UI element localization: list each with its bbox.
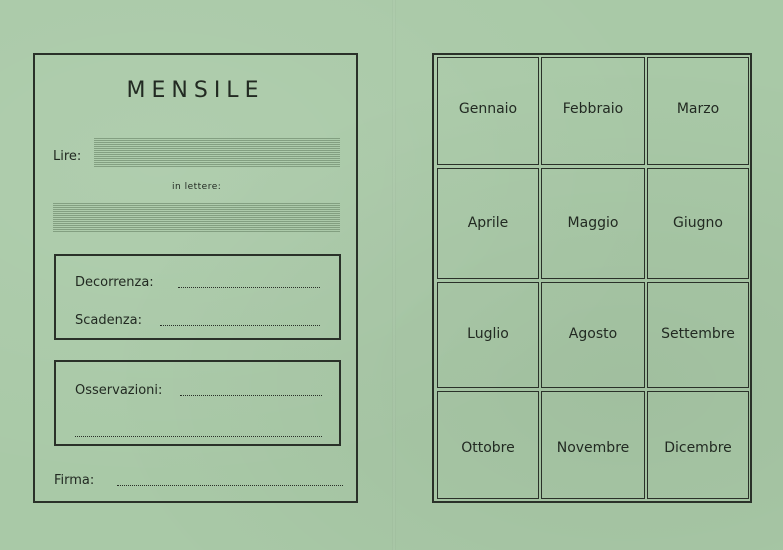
lire-label: Lire: [53,149,82,164]
firma-field[interactable] [117,484,343,486]
month-label: Giugno [673,215,723,231]
month-label: Marzo [676,101,720,117]
lire-amount-field[interactable] [94,138,340,168]
month-label: Luglio [467,326,509,342]
month-label: Ottobre [461,440,515,456]
scadenza-field[interactable] [160,324,320,326]
month-label: Novembre [556,440,630,456]
month-label: Gennaio [458,101,518,117]
scadenza-label: Scadenza: [75,313,143,328]
observations-box [54,360,341,446]
in-lettere-label: in lettere: [172,182,222,192]
decorrenza-field[interactable] [178,286,320,288]
decorrenza-label: Decorrenza: [75,275,154,290]
month-label: Agosto [568,326,618,342]
month-label: Dicembre [664,440,732,456]
card-title: MENSILE [126,78,265,103]
center-fold [392,0,396,550]
lire-in-words-field[interactable] [53,203,340,233]
osservazioni-label: Osservazioni: [75,383,163,398]
month-label: Aprile [467,215,509,231]
month-label: Febbraio [562,101,624,117]
osservazioni-field-line-1[interactable] [180,394,322,396]
month-label: Maggio [567,215,619,231]
osservazioni-field-line-2[interactable] [75,435,322,437]
firma-label: Firma: [54,473,95,488]
month-label: Settembre [661,326,735,342]
